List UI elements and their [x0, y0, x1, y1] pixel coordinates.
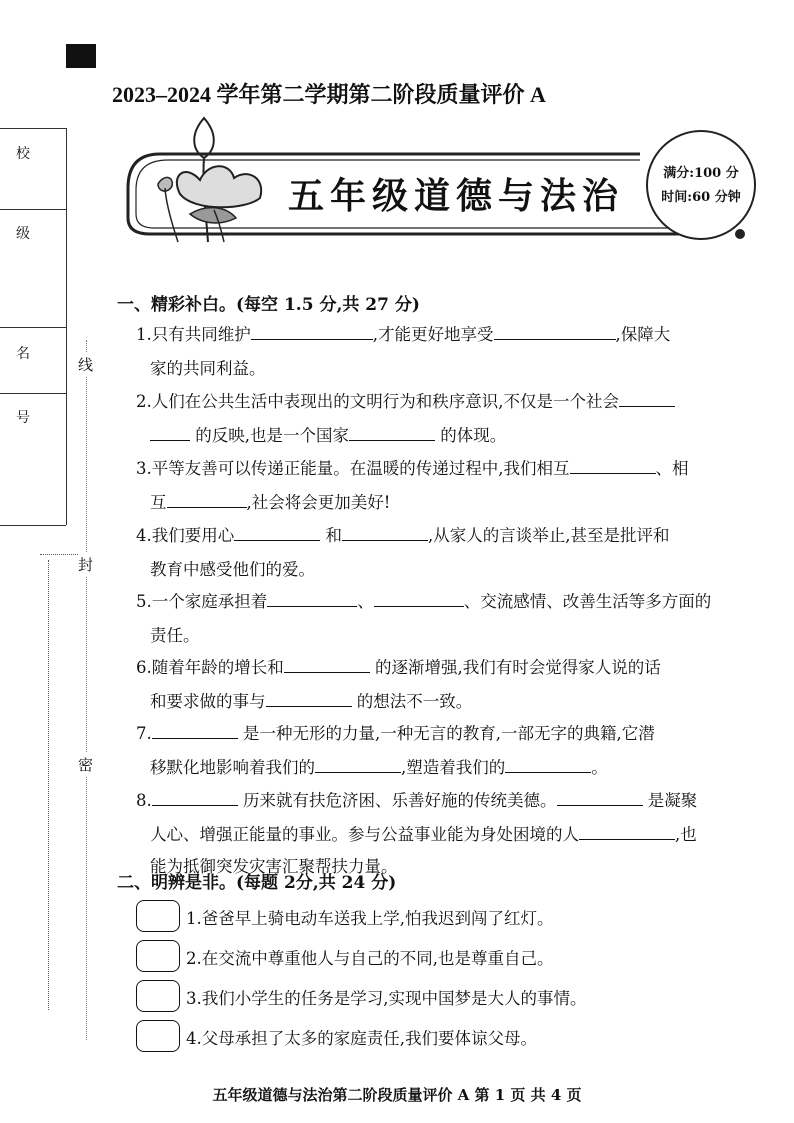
question-text: 7. — [136, 724, 152, 743]
question-line — [150, 419, 770, 453]
question-line — [136, 784, 756, 818]
answer-blank[interactable] — [152, 789, 238, 806]
question-line — [136, 585, 756, 619]
question-text: ,社会将会更加美好! — [246, 493, 391, 512]
answer-blank[interactable] — [284, 656, 370, 673]
answer-blank[interactable] — [315, 756, 401, 773]
school-label: 校 — [16, 146, 30, 162]
answer-box[interactable] — [136, 900, 180, 932]
question-text: 家的共同利益。 — [150, 359, 266, 378]
answer-blank[interactable] — [150, 424, 190, 441]
question-line — [150, 818, 770, 852]
question-text: 人心、增强正能量的事业。参与公益事业能为身处困境的人 — [150, 825, 579, 844]
subject-title: 五年级道德与法治 — [288, 176, 625, 217]
class-label: 级 — [16, 226, 30, 242]
question-text: 6.随着年龄的增长和 — [136, 658, 284, 677]
question-text: 、 — [357, 592, 374, 611]
answer-blank[interactable] — [342, 524, 428, 541]
answer-blank[interactable] — [494, 323, 616, 340]
student-info-table — [0, 128, 67, 525]
question-text: 是一种无形的力量,一种无言的教育,一部无字的典籍,它潜 — [237, 724, 655, 743]
question-text: 的体现。 — [435, 426, 507, 445]
score-info — [646, 130, 756, 240]
question-line — [136, 318, 756, 352]
section2-heading: 二、明辨是非。(每题 2分,共 24 分) — [117, 873, 397, 893]
question-line — [150, 553, 770, 587]
answer-blank[interactable] — [234, 524, 320, 541]
question-text: ,从家人的言谈举止,甚至是批评和 — [428, 526, 670, 545]
answer-box[interactable] — [136, 940, 180, 972]
question-text: 3.平等友善可以传递正能量。在温暖的传递过程中,我们相互 — [136, 459, 570, 478]
answer-blank[interactable] — [505, 756, 591, 773]
answer-box[interactable] — [136, 1020, 180, 1052]
true-false-item: 1.爸爸早上骑电动车送我上学,怕我迟到闯了红灯。 — [186, 909, 554, 928]
question-text: 移默化地影响着我们的 — [150, 758, 315, 777]
question-text: 8. — [136, 791, 152, 810]
question-line — [136, 651, 756, 685]
question-text: 、相 — [655, 459, 689, 478]
answer-blank[interactable] — [579, 823, 675, 840]
name-label: 名 — [16, 346, 30, 362]
answer-blank[interactable] — [266, 690, 352, 707]
question-text: ,也 — [675, 825, 697, 844]
question-text: 教育中感受他们的爱。 — [150, 560, 315, 579]
answer-blank[interactable] — [152, 722, 238, 739]
answer-blank[interactable] — [570, 457, 656, 474]
question-text: 4.我们要用心 — [136, 526, 235, 545]
number-label: 号 — [16, 410, 30, 426]
full-score: 满分:100 分 — [663, 166, 739, 181]
answer-blank[interactable] — [167, 491, 247, 508]
answer-box[interactable] — [136, 980, 180, 1012]
question-text: 和 — [320, 526, 342, 545]
question-line — [136, 519, 756, 553]
question-text: 的逐渐增强,我们有时会觉得家人说的话 — [369, 658, 661, 677]
question-text: 互 — [150, 493, 167, 512]
question-text: 。 — [591, 758, 608, 777]
answer-blank[interactable] — [374, 590, 464, 607]
number-row — [0, 393, 66, 526]
exam-title: 2023–2024 学年第二学期第二阶段质量评价 A — [112, 82, 546, 107]
seal-mark-line: 线 — [78, 352, 93, 377]
question-text: 责任。 — [150, 626, 200, 645]
seal-mark-seal: 封 — [78, 552, 93, 577]
question-line — [150, 619, 770, 653]
question-line — [150, 751, 770, 785]
question-text: 1.只有共同维护 — [136, 325, 251, 344]
question-text: ,塑造着我们的 — [401, 758, 506, 777]
answer-blank[interactable] — [349, 424, 435, 441]
seal-line — [86, 340, 88, 1040]
seal-line-inner — [48, 560, 50, 1010]
answer-blank[interactable] — [557, 789, 643, 806]
corner-mark — [66, 44, 96, 68]
exam-time: 时间:60 分钟 — [661, 190, 741, 205]
question-text: ,才能更好地享受 — [372, 325, 494, 344]
lotus-illustration — [150, 114, 280, 244]
question-line — [150, 685, 770, 719]
question-line — [150, 352, 770, 386]
question-text: 和要求做的事与 — [150, 692, 266, 711]
seal-mark-secret: 密 — [78, 752, 93, 777]
true-false-item: 4.父母承担了太多的家庭责任,我们要体谅父母。 — [186, 1029, 537, 1048]
name-row — [0, 327, 66, 394]
question-line — [150, 486, 770, 520]
question-line — [136, 385, 756, 419]
question-text: 2.人们在公共生活中表现出的文明行为和秩序意识,不仅是一个社会 — [136, 392, 619, 411]
school-row — [0, 129, 66, 210]
question-text: 是凝聚 — [642, 791, 698, 810]
true-false-item: 3.我们小学生的任务是学习,实现中国梦是大人的事情。 — [186, 989, 587, 1008]
question-text: 、交流感情、改善生活等多方面的 — [463, 592, 712, 611]
section1-heading: 一、精彩补白。(每空 1.5 分,共 27 分) — [117, 295, 420, 315]
true-false-item: 2.在交流中尊重他人与自己的不同,也是尊重自己。 — [186, 949, 554, 968]
class-row — [0, 209, 66, 328]
question-text: 的反映,也是一个国家 — [190, 426, 349, 445]
page-footer: 五年级道德与法治第二阶段质量评价 A 第 1 页 共 4 页 — [212, 1086, 582, 1104]
answer-blank[interactable] — [619, 390, 675, 407]
question-line — [136, 452, 756, 486]
question-text: 的想法不一致。 — [351, 692, 473, 711]
seal-line-top — [40, 554, 80, 555]
question-text: 5.一个家庭承担着 — [136, 592, 268, 611]
question-line — [136, 717, 756, 751]
question-text: 历来就有扶危济困、乐善好施的传统美德。 — [237, 791, 557, 810]
question-text: ,保障大 — [615, 325, 671, 344]
answer-blank[interactable] — [267, 590, 357, 607]
answer-blank[interactable] — [251, 323, 373, 340]
question-text: 能为抵御突发灾害汇聚帮扶力量。 — [150, 857, 398, 876]
